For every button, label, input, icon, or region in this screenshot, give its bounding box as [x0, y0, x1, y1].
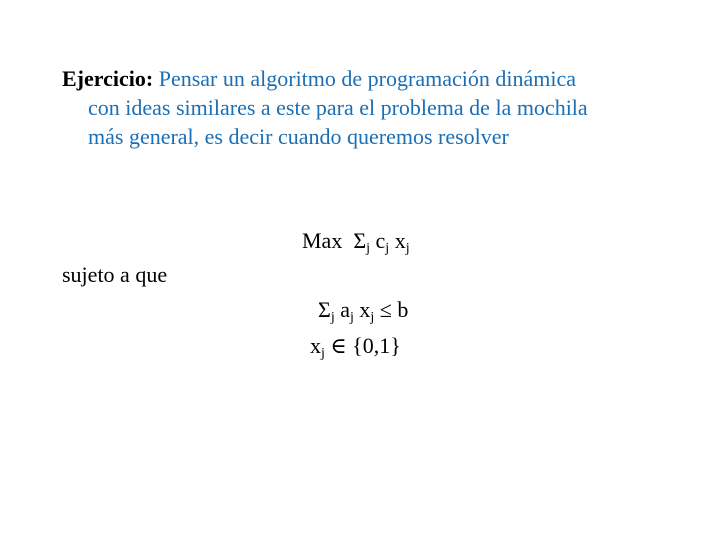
coef-a-index: j — [349, 310, 354, 325]
capacity-bound: ≤ b — [374, 297, 409, 322]
var-x: x — [310, 333, 321, 358]
coef-c: c — [370, 228, 386, 253]
exercise-text-line-3: más general, es decir cuando queremos resolver — [88, 124, 509, 149]
exercise-text-line-1: Pensar un algoritmo de programación dinámica — [153, 66, 576, 91]
var-x: x — [353, 297, 371, 322]
constraint-binary — [310, 333, 401, 359]
max-keyword: Max — [302, 228, 343, 253]
exercise-label: Ejercicio: — [62, 66, 154, 91]
binary-domain: ∈ {0,1} — [324, 333, 401, 358]
exercise-line-1 — [62, 64, 662, 93]
constraint-capacity — [318, 297, 408, 323]
coef-a: a — [334, 297, 350, 322]
subject-to-label: sujeto a que — [62, 262, 168, 287]
sum-symbol: Σ — [318, 297, 331, 322]
exercise-text — [62, 64, 662, 151]
var-x-index: j — [321, 346, 325, 361]
sum-index: j — [330, 310, 335, 325]
objective-function — [302, 228, 410, 254]
var-x-index: j — [370, 310, 375, 325]
sum-index: j — [366, 241, 371, 256]
exercise-text-line-2: con ideas similares a este para el problema de la mochila — [88, 95, 588, 120]
var-x: x — [389, 228, 406, 253]
var-x-index: j — [405, 241, 410, 256]
sum-symbol: Σ — [353, 228, 367, 253]
coef-c-index: j — [385, 241, 390, 256]
